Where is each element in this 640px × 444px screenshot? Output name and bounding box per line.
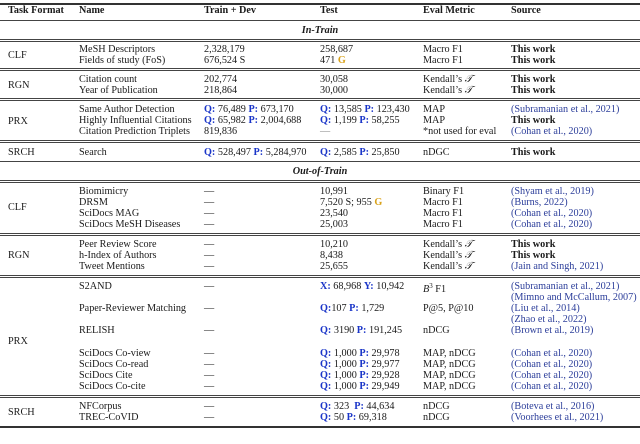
table-row: Fields of study (FoS) 676,524 S 471 G Macro F1 This work [79,55,556,66]
table-row: MeSH Descriptors 2,328,179 258,687 Macro F1 This work [79,44,556,55]
citation-link[interactable]: (Cohan et al., 2020) [511,381,593,392]
citation-link[interactable]: (Liu et al., 2014) [511,303,580,314]
section-rule [0,39,640,42]
task-format-srch: SRCH [8,407,35,418]
table-bottom-rule [0,426,640,428]
table-row: Same Author Detection Q: 76,489 P: 673,170 Q: 13,585 P: 123,430 MAP (Subramanian et al., 2021) [79,104,620,115]
header-test: Test [320,5,338,16]
citation-link[interactable]: (Subramanian et al., 2021) [511,281,620,292]
header-task-format: Task Format [8,5,64,16]
table-row: Citation Prediction Triplets 819,836 — *not used for eval (Cohan et al., 2020) [79,126,593,137]
group-rule [0,140,640,143]
task-format-clf: CLF [8,50,27,61]
citation-link[interactable]: (Boteva et al., 2016) [511,401,595,412]
citation-link[interactable]: (Cohan et al., 2020) [511,348,593,359]
table-row-continuation [0,292,640,303]
table-row: SciDocs Cite — Q: 1,000 P: 29,928 MAP, nDCG (Cohan et al., 2020) [79,370,593,381]
task-format-prx: PRX [8,116,28,127]
citation-link[interactable]: (Cohan et al., 2020) [511,359,593,370]
section-in-train: In-Train [301,25,339,36]
task-format-rgn: RGN [8,80,30,91]
table-row: DRSM — 7,520 S; 955 G Macro F1 (Burns, 2022) [79,197,568,208]
table-row: S2AND — X: 68,968 Y: 10,942 $B^3$ F1 (Subramanian et al., 2021) [79,281,620,295]
table-row: SciDocs Co-read — Q: 1,000 P: 29,977 MAP, nDCG (Cohan et al., 2020) [79,359,593,370]
table-row: SciDocs MeSH Diseases — 25,003 Macro F1 (Cohan et al., 2020) [79,219,593,230]
table-row: h-Index of Authors — 8,438 Kendall’s 𝒯 This work [79,250,556,261]
table-header-row [0,5,640,16]
task-format-prx: PRX [8,336,28,347]
group-rule [0,395,640,398]
citation-link[interactable]: (Brown et al., 2019) [511,325,594,336]
table-row: Biomimicry — 10,991 Binary F1 (Shyam et al., 2019) [79,186,594,197]
table-row: SciDocs MAG — 23,540 Macro F1 (Cohan et al., 2020) [79,208,593,219]
task-format-srch: SRCH [8,147,35,158]
citation-link[interactable]: (Cohan et al., 2020) [511,208,593,219]
table-row-continuation [0,314,640,325]
table-row: RELISH — Q: 3190 P: 191,245 nDCG (Brown et al., 2019) [79,325,594,336]
citation-link[interactable]: (Shyam et al., 2019) [511,186,594,197]
table-row: TREC-CoVID — Q: 50 P: 69,318 nDCG (Voorhees et al., 2021) [79,412,604,423]
table-row: Highly Influential Citations Q: 65,982 P: 2,004,688 Q: 1,199 P: 58,255 MAP This work [79,115,556,126]
gold-label-marker: G [337,55,346,66]
header-source: Source [511,5,541,16]
group-rule [0,68,640,71]
table-row: Citation count 202,774 30,058 Kendall’s 𝒯 This work [79,74,556,85]
header-name: Name [79,5,105,16]
table-row: Tweet Mentions — 25,655 Kendall’s 𝒯 (Jain and Singh, 2021) [79,261,604,272]
table-row: SciDocs Co-view — Q: 1,000 P: 29,978 MAP, nDCG (Cohan et al., 2020) [79,348,593,359]
group-rule [0,275,640,278]
citation-link[interactable]: (Cohan et al., 2020) [511,126,593,137]
section-rule [0,180,640,183]
table-row: Peer Review Score — 10,210 Kendall’s 𝒯 This work [79,239,556,250]
group-rule [0,98,640,101]
gold-label-marker: G [374,197,383,208]
group-rule [0,233,640,236]
citation-link[interactable]: (Burns, 2022) [511,197,568,208]
citation-link[interactable]: (Mimno and McCallum, 2007) [511,292,637,303]
group-rule [0,161,640,162]
header-eval-metric: Eval Metric [423,5,475,16]
table-row: SciDocs Co-cite — Q: 1,000 P: 29,949 MAP, nDCG (Cohan et al., 2020) [79,381,593,392]
header-train-dev: Train + Dev [204,5,257,16]
citation-link[interactable]: (Zhao et al., 2022) [511,314,587,325]
citation-link[interactable]: (Cohan et al., 2020) [511,370,593,381]
task-format-clf: CLF [8,202,27,213]
task-format-rgn: RGN [8,250,30,261]
table-row: Paper-Reviewer Matching — Q:107 P: 1,729 P@5, P@10 (Liu et al., 2014) [79,303,580,314]
table-row: Year of Publication 218,864 30,000 Kendall’s 𝒯 This work [79,85,556,96]
citation-link[interactable]: (Cohan et al., 2020) [511,219,593,230]
citation-link[interactable]: (Subramanian et al., 2021) [511,104,620,115]
header-rule [0,20,640,21]
citation-link[interactable]: (Voorhees et al., 2021) [511,412,604,423]
table-row: SRCH Search Q: 528,497 P: 5,284,970 Q: 2,585 P: 25,850 nDGC This work [8,147,556,158]
table-row: NFCorpus — Q: 323 P: 44,634 nDCG (Boteva et al., 2016) [79,401,595,412]
section-out-of-train: Out-of-Train [292,166,348,177]
citation-link[interactable]: (Jain and Singh, 2021) [511,261,604,272]
